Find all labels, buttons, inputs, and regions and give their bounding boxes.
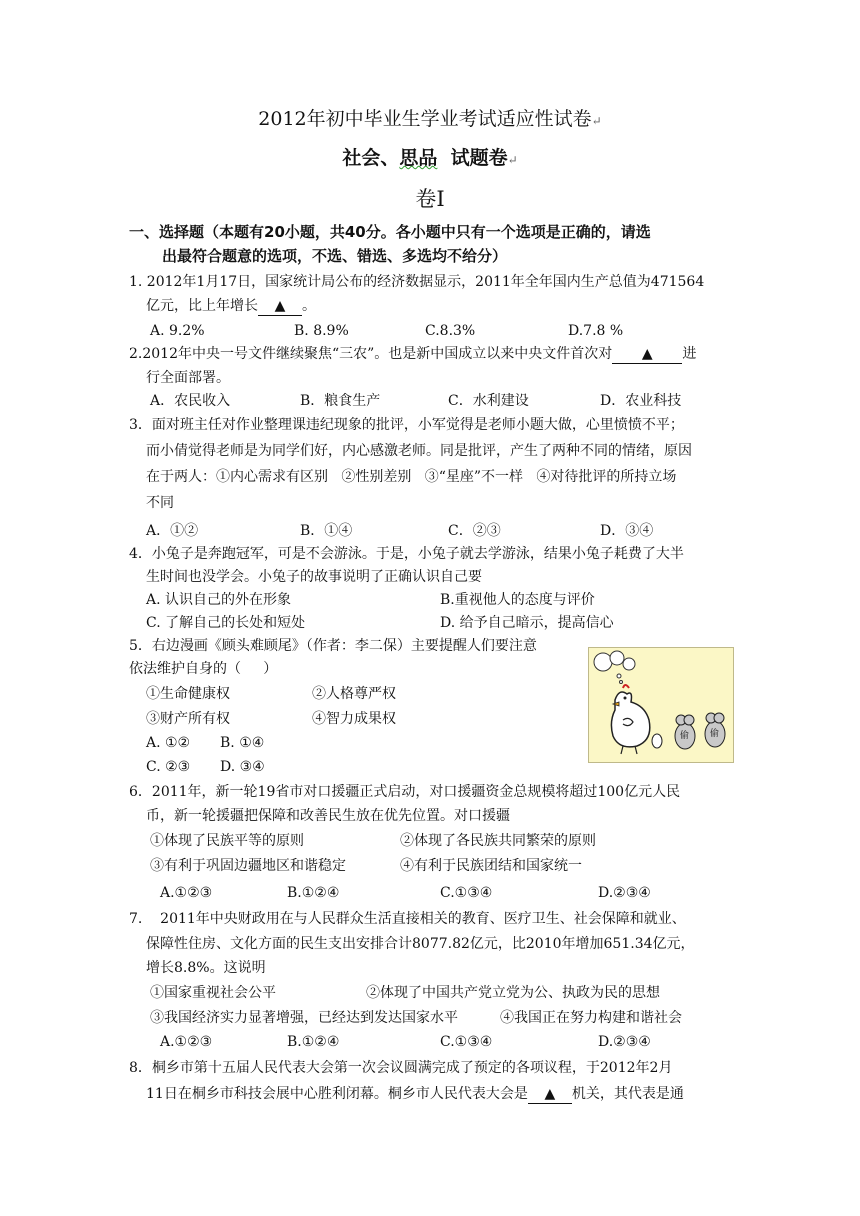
q3-option-a: A．①②: [146, 523, 199, 539]
return-mark: ↵: [507, 153, 518, 167]
section-heading-line2: 出最符合题意的选项，不选、错选、多选均不给分）: [162, 247, 508, 265]
q7-item-2: ②体现了中国共产党立党为公、执政为民的思想: [366, 985, 660, 1001]
subtitle-part-3: 试题卷: [437, 147, 508, 169]
q1-text-end: 。: [302, 298, 316, 314]
q2-line1: [129, 345, 696, 364]
exam-subtitle: [0, 143, 860, 170]
volume-title: 卷Ⅰ: [415, 187, 445, 211]
q3-line3: 在于两人：①内心需求有区别 ②性别差别 ③“星座”不一样 ④对待批评的所持立场: [146, 469, 677, 485]
q7-item-3: ③我国经济实力显著增强，已经达到发达国家水平: [150, 1010, 458, 1026]
q4-option-b: B.重视他人的态度与评价: [440, 592, 595, 608]
q3-line1: 3．面对班主任对作业整理课违纪现象的批评，小军觉得是老师小题大做，心里愤愤不平；: [129, 417, 684, 433]
q2-text-end: 进: [682, 346, 697, 362]
q6-item-2: ②体现了各民族共同繁荣的原则: [400, 833, 596, 849]
q6-item-3: ③有利于巩固边疆地区和谐稳定: [150, 858, 346, 874]
q2-option-d: D．农业科技: [600, 393, 682, 409]
cartoon-image: [588, 647, 734, 763]
q8-line1: 8．桐乡市第十五届人民代表大会第一次会议圆满完成了预定的各项议程，于2012年2月: [129, 1060, 673, 1076]
q6-line2: 币，新一轮援疆把保障和改善民生放在优先位置。对口援疆: [146, 808, 510, 824]
q8-text: 11日在桐乡市科技会展中心胜利闭幕。桐乡市人民代表大会是: [146, 1086, 528, 1102]
answer-blank: ▲: [258, 297, 302, 316]
q2-line2: 行全面部署。: [146, 370, 230, 386]
q6-line1: 6．2011年，新一轮19省市对口援疆正式启动，对口援疆资金总规模将超过100亿元人民: [129, 784, 681, 800]
q6-option-c: C.①③④: [440, 885, 493, 901]
q1-line1: 1. 2012年1月17日，国家统计局公布的经济数据显示，2011年全年国内生产总值为471564: [129, 274, 705, 290]
q3-option-d: D．③④: [600, 523, 654, 539]
q5-option-c: C. ②③: [146, 759, 191, 775]
q6-item-1: ①体现了民族平等的原则: [150, 833, 304, 849]
q3-option-b: B．①④: [300, 523, 353, 539]
q2-option-c: C．水利建设: [448, 393, 529, 409]
q5-line2: 依法维护自身的（ ）: [129, 661, 278, 677]
hen-and-mice-illustration: [589, 648, 733, 762]
q7-item-1: ①国家重视社会公平: [150, 985, 276, 1001]
q1-option-c: C.8.3%: [425, 323, 476, 339]
q5-item-4: ④智力成果权: [312, 711, 396, 727]
q3-line4: 不同: [146, 495, 174, 511]
q7-option-d: D.②③④: [598, 1034, 651, 1050]
q5-item-3: ③财产所有权: [146, 711, 230, 727]
q7-line2: 保障性住房、文化方面的民生支出安排合计8077.82亿元，比2010年增加651.34亿元，: [146, 936, 695, 952]
q5-line1: 5．右边漫画《顾头难顾尾》（作者：李二保）主要提醒人们要注意: [129, 638, 537, 654]
q6-option-d: D.②③④: [598, 885, 651, 901]
q7-item-4: ④我国正在努力构建和谐社会: [500, 1010, 682, 1026]
q1-option-d: D.7.8 %: [568, 323, 624, 339]
answer-blank: ▲: [528, 1085, 572, 1104]
q7-line3: 增长8.8%。这说明: [146, 960, 266, 976]
q5-item-1: ①生命健康权: [146, 686, 230, 702]
q3-line2: 而小倩觉得老师是为同学们好，内心感激老师。同是批评，产生了两种不同的情绪，原因: [146, 443, 692, 459]
q8-line2: [146, 1085, 684, 1104]
exam-title-text: 2012年初中毕业生学业考试适应性试卷: [258, 108, 592, 130]
q7-option-c: C.①③④: [440, 1034, 493, 1050]
subtitle-part-2: 思品: [399, 147, 438, 169]
q4-option-d: D. 给予自己暗示，提高信心: [440, 615, 614, 631]
q2-text: 2.2012年中央一号文件继续聚焦“三农”。也是新中国成立以来中央文件首次对: [129, 346, 613, 362]
q2-option-b: B．粮食生产: [300, 393, 381, 409]
q3-option-c: C．②③: [448, 523, 501, 539]
q6-option-b: B.①②④: [287, 885, 340, 901]
q4-option-c: C. 了解自己的长处和短处: [146, 615, 306, 631]
q1-text: 亿元，比上年增长: [146, 298, 258, 314]
q4-line2: 生时间也没学会。小兔子的故事说明了正确认识自己要: [146, 569, 482, 585]
q5-option-a: A. ①②: [146, 735, 191, 751]
mouse-label: 偷: [710, 729, 720, 739]
q1-option-b: B. 8.9%: [294, 323, 349, 339]
q1-line2: [146, 297, 316, 316]
return-mark: ↵: [591, 114, 602, 128]
subtitle-part-1: 社会、: [342, 147, 400, 169]
mouse-label: 偷: [680, 731, 690, 741]
q7-option-a: A.①②③: [160, 1034, 213, 1050]
q4-line1: 4．小兔子是奔跑冠军，可是不会游泳。于是，小兔子就去学游泳，结果小兔子耗费了大半: [129, 546, 684, 562]
q5-option-b: B. ①④: [220, 735, 265, 751]
answer-blank: ▲: [612, 345, 682, 364]
q6-option-a: A.①②③: [160, 885, 213, 901]
q6-item-4: ④有利于民族团结和国家统一: [400, 858, 582, 874]
q5-item-2: ②人格尊严权: [312, 686, 396, 702]
q5-option-d: D. ③④: [220, 759, 265, 775]
q7-option-b: B.①②④: [287, 1034, 340, 1050]
exam-title: [0, 104, 860, 131]
q7-line1: 7. 2011年中央财政用在与人民群众生活直接相关的教育、医疗卫生、社会保障和就业、: [129, 911, 686, 927]
q8-text-end: 机关，其代表是通: [571, 1086, 684, 1102]
q2-option-a: A．农民收入: [150, 393, 231, 409]
q4-option-a: A. 认识自己的外在形象: [146, 592, 292, 608]
section-heading-line1: 一、选择题（本题有20小题，共40分。各小题中只有一个选项是正确的，请选: [129, 223, 651, 241]
q1-option-a: A. 9.2%: [150, 323, 205, 339]
